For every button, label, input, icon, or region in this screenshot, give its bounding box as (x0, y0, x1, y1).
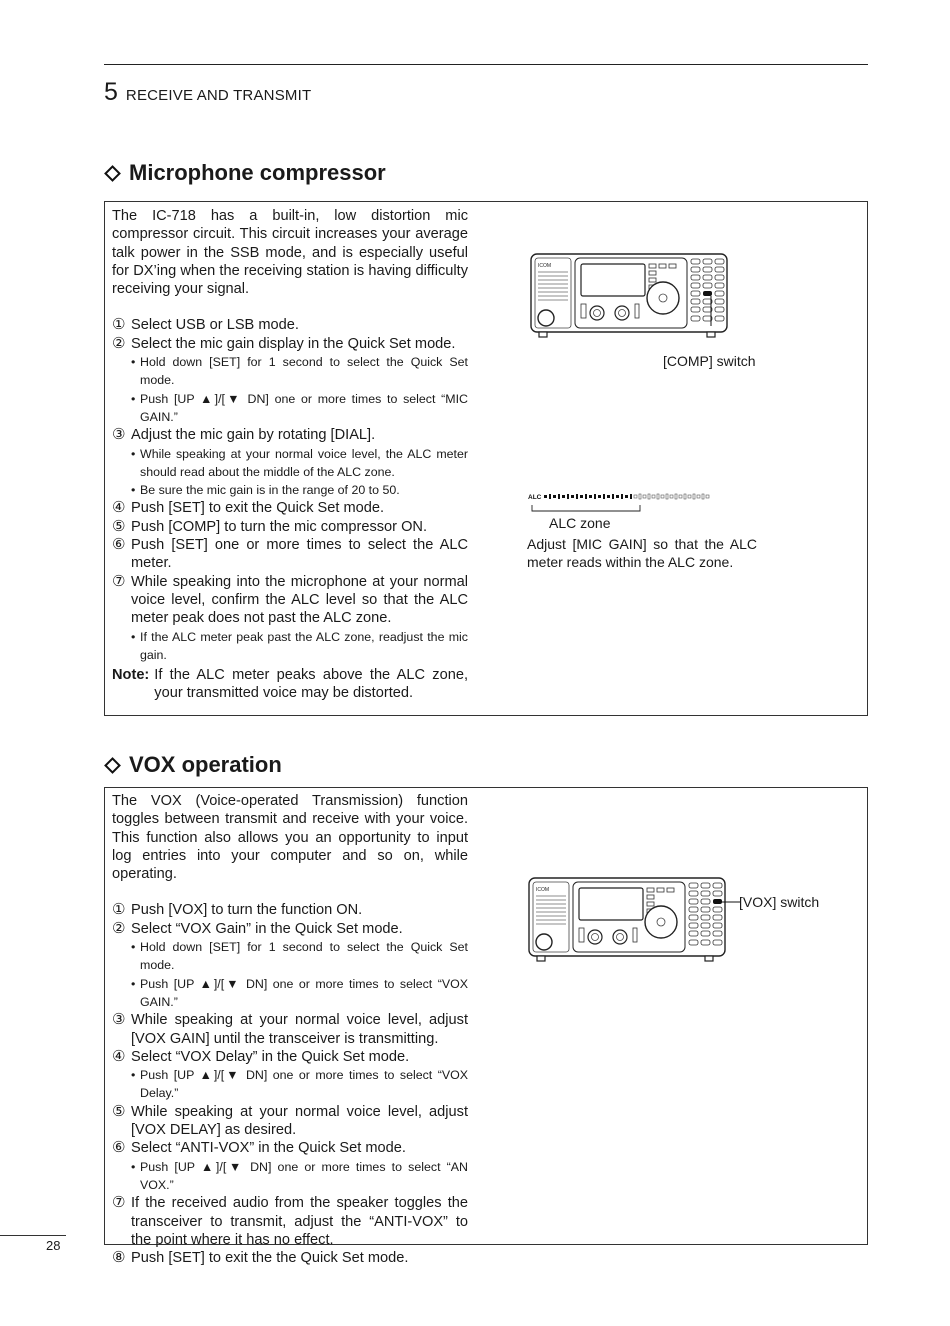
step-text: Push [SET] to exit the the Quick Set mode. (131, 1250, 409, 1267)
mic-steps-list (112, 316, 468, 664)
radio-logo: ICOM (536, 887, 550, 893)
sub-step-text: Push [UP ▲]/[▼ DN] one or more times to select “AN VOX.” (140, 1159, 468, 1192)
section-title: Microphone compressor (129, 160, 386, 185)
step-text: Select “VOX Delay” in the Quick Set mode. (131, 1048, 410, 1065)
main-dial (645, 906, 677, 938)
bullet-icon: • (131, 483, 136, 498)
page-number: 28 (46, 1238, 61, 1253)
note-label: Note: (112, 667, 150, 684)
bullet-icon: • (131, 976, 136, 991)
step-number: ③ (112, 426, 126, 444)
step-text: Select USB or LSB mode. (131, 317, 299, 334)
step-number: ① (112, 901, 126, 919)
bullet-icon: • (131, 1068, 136, 1083)
alc-meter-label: ALC (528, 494, 542, 501)
sub-step-item (112, 628, 468, 665)
footer-rule (0, 1235, 66, 1236)
step-number: ③ (112, 1011, 126, 1029)
mic-compressor-box (104, 201, 868, 716)
step-number: ② (112, 919, 126, 937)
sub-step-text: Push [UP ▲]/[▼ DN] one or more times to select “VOX GAIN.” (140, 976, 468, 1009)
step-item (112, 536, 468, 573)
sub-step-text: If the ALC meter peak past the ALC zone, readjust the mic gain. (140, 629, 468, 662)
step-text: Push [SET] one or more times to select the ALC meter. (131, 537, 468, 572)
sub-step-text: While speaking at your normal voice level, the ALC meter should read about the middle of the ALC zone. (140, 446, 468, 479)
sub-step-item (112, 481, 468, 499)
note-text: If the ALC meter peaks above the ALC zone, your transmitted voice may be distorted. (154, 667, 468, 702)
vox-operation-box (104, 787, 868, 1267)
step-text: Select the mic gain display in the Quick Set mode. (131, 335, 456, 352)
mic-jack (536, 934, 552, 950)
diamond-icon (104, 165, 121, 182)
step-number: ① (112, 316, 126, 334)
step-text: If the received audio from the speaker toggles the transceiver to transmit, adjust the “ANTI-VOX” to the point where it has no effect. (131, 1195, 468, 1248)
vox-intro: The VOX (Voice-operated Transmission) function toggles between transmit and receive with your voice. This function also allows you an opportunity to input log entries into your computer and so on, while operating. (112, 793, 468, 883)
step-item (112, 426, 468, 444)
sub-step-item (112, 353, 468, 390)
comp-switch-callout: [COMP] switch (663, 353, 756, 369)
vox-operation-heading (104, 752, 282, 778)
radio-logo: ICOM (538, 263, 552, 269)
alc-caption: Adjust [MIC GAIN] so that the ALC meter reads within the ALC zone. (527, 536, 757, 570)
sub-step-text: Be sure the mic gain is in the range of 20 to 50. (140, 483, 400, 498)
sub-step-text: Push [UP ▲]/[▼ DN] one or more times to select “MIC GAIN.” (140, 391, 468, 424)
top-rule (104, 64, 868, 65)
transceiver-illustration (527, 876, 727, 964)
chapter-header (104, 78, 311, 107)
step-item (112, 1011, 468, 1048)
diamond-icon (104, 757, 121, 774)
bullet-icon: • (131, 355, 136, 370)
step-text: Select “VOX Gain” in the Quick Set mode. (131, 920, 403, 937)
bullet-icon: • (131, 1159, 136, 1174)
mic-jack (538, 310, 554, 326)
step-number: ⑦ (112, 1194, 126, 1212)
sub-step-item (112, 1066, 468, 1103)
step-text: While speaking at your normal voice level, adjust [VOX DELAY] as desired. (131, 1103, 468, 1139)
mic-intro: The IC-718 has a built-in, low distortion mic compressor circuit. This circuit increases your average talk power in the SSB mode, and is especially useful for DX’ing when the receiving station is having difficulty receiving your signal. (112, 208, 468, 298)
step-item (112, 316, 468, 334)
sub-step-item (112, 1158, 468, 1195)
step-text: Push [SET] to exit the Quick Set mode. (131, 500, 385, 517)
mic-text-column (112, 207, 468, 703)
bullet-icon: • (131, 446, 136, 461)
radio-display (579, 888, 643, 920)
radio-display (581, 264, 645, 296)
step-text: While speaking into the microphone at your normal voice level, confirm the ALC level so that the ALC meter peak does not past the ALC zone. (131, 573, 468, 627)
step-number: ② (112, 334, 126, 352)
step-item (112, 573, 468, 628)
step-text: While speaking at your normal voice level, adjust [VOX GAIN] until the transceiver is transmitting. (131, 1012, 468, 1047)
step-number: ④ (112, 1047, 126, 1065)
step-item (112, 518, 468, 536)
chapter-title: RECEIVE AND TRANSMIT (125, 87, 312, 104)
bullet-icon: • (131, 391, 136, 406)
step-item (112, 920, 468, 938)
sub-step-item (112, 445, 468, 482)
step-item (112, 335, 468, 353)
chapter-number: 5 (104, 78, 118, 106)
step-item (112, 1048, 468, 1066)
mic-note (112, 666, 468, 703)
sub-step-item (112, 975, 468, 1012)
step-text: Select “ANTI-VOX” in the Quick Set mode. (131, 1140, 406, 1157)
step-text: Adjust the mic gain by rotating [DIAL]. (131, 427, 376, 444)
sub-step-text: Hold down [SET] for 1 second to select the Quick Set mode. (140, 940, 468, 973)
step-item (112, 1103, 468, 1140)
vox-text-column (112, 792, 468, 1267)
mic-compressor-heading (104, 160, 386, 186)
bullet-icon: • (131, 629, 136, 644)
step-item (112, 901, 468, 919)
sub-step-text: Push [UP ▲]/[▼ DN] one or more times to select “VOX Delay.” (140, 1068, 468, 1101)
step-item (112, 499, 468, 517)
section-title: VOX operation (129, 752, 282, 777)
step-number: ⑦ (112, 572, 126, 590)
sub-step-text: Hold down [SET] for 1 second to select the Quick Set mode. (140, 355, 468, 388)
step-number: ⑧ (112, 1249, 126, 1267)
sub-step-item (112, 390, 468, 427)
alc-zone-bracket (532, 505, 640, 511)
step-number: ⑥ (112, 536, 126, 554)
alc-zone-label: ALC zone (549, 515, 611, 531)
main-dial (647, 282, 679, 314)
step-text: Push [VOX] to turn the function ON. (131, 902, 363, 919)
step-number: ⑥ (112, 1139, 126, 1157)
comp-switch-marker (703, 291, 712, 296)
step-text: Push [COMP] to turn the mic compressor ON. (131, 518, 428, 535)
step-item (112, 1194, 468, 1249)
transceiver-illustration (529, 252, 729, 340)
step-number: ⑤ (112, 517, 126, 535)
vox-switch-callout: [VOX] switch (739, 894, 820, 910)
bullet-icon: • (131, 940, 136, 955)
vox-steps-list (112, 901, 468, 1267)
step-item (112, 1249, 468, 1267)
step-item (112, 1139, 468, 1157)
sub-step-item (112, 938, 468, 975)
step-number: ④ (112, 499, 126, 517)
step-number: ⑤ (112, 1102, 126, 1120)
